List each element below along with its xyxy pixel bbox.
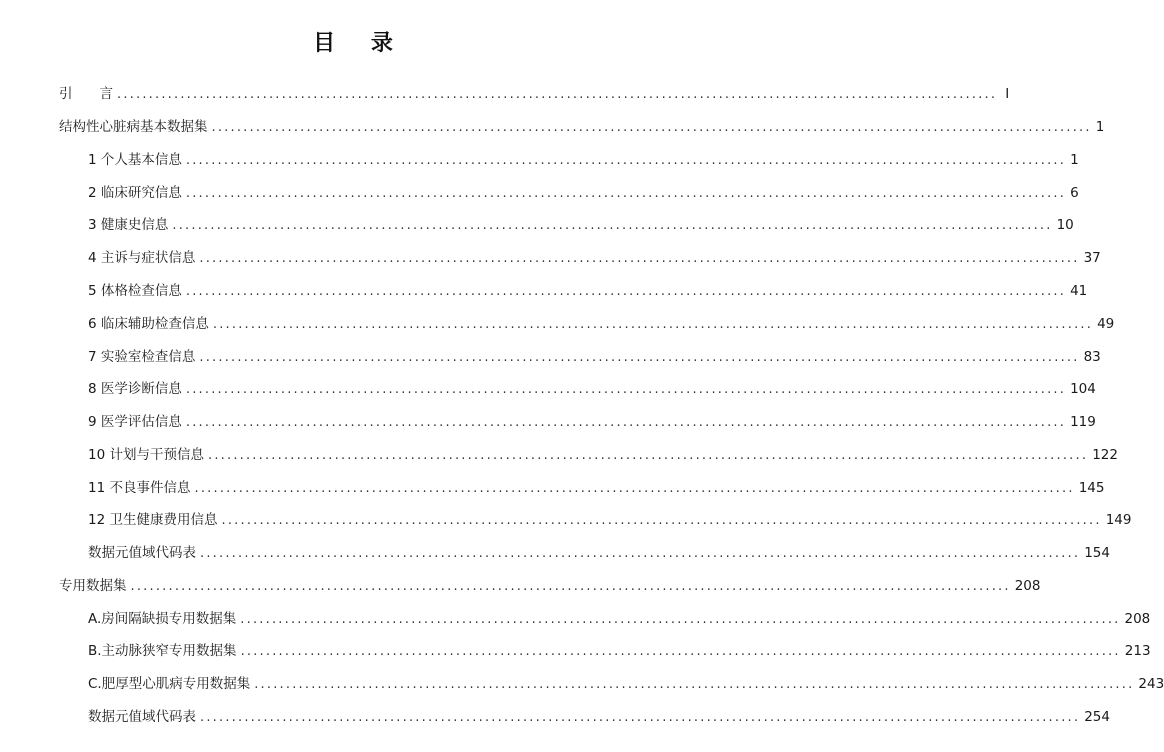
toc-entry-label: 4 主诉与症状信息 xyxy=(88,250,196,267)
toc-entry[interactable] xyxy=(0,701,1110,734)
toc-entry[interactable] xyxy=(0,144,1079,177)
toc-entry[interactable] xyxy=(0,176,1079,209)
toc-page-number: 149 xyxy=(1105,512,1132,529)
toc-page-number: 10 xyxy=(1056,217,1074,234)
toc-leader-dots: ........................................................................................................................................... xyxy=(172,218,1053,234)
toc-leader-dots: ........................................................................................................................................... xyxy=(185,152,1067,168)
toc-entry[interactable] xyxy=(0,406,1096,439)
toc-entry-label: B.主动脉狭窄专用数据集 xyxy=(88,643,237,660)
toc-entry-label: 11 不良事件信息 xyxy=(88,479,191,496)
toc-entry-label: 6 临床辅助检查信息 xyxy=(88,315,209,332)
toc-entry[interactable] xyxy=(0,209,1074,242)
toc-entry[interactable] xyxy=(0,602,1151,635)
toc-entry[interactable] xyxy=(0,635,1151,668)
toc-entry-label: 5 体格检查信息 xyxy=(88,282,182,299)
toc-leader-dots: ........................................................................................................................................... xyxy=(221,513,1102,529)
toc-entry-label: 10 计划与干预信息 xyxy=(88,446,204,463)
toc-leader-dots: ........................................................................................................................................... xyxy=(240,611,1121,627)
toc-leader-dots: ........................................................................................................................................... xyxy=(199,349,1080,365)
toc-leader-dots: ........................................................................................................................................... xyxy=(240,644,1121,660)
toc-entry[interactable] xyxy=(0,373,1096,406)
toc-leader-dots: ........................................................................................................................................... xyxy=(130,578,1011,594)
toc-leader-dots: ........................................................................................................................................... xyxy=(254,677,1135,693)
toc-entry-label: 9 医学评估信息 xyxy=(88,414,182,431)
toc-entry[interactable] xyxy=(0,471,1105,504)
toc-page-number: 243 xyxy=(1138,676,1164,693)
toc-page-number: 1 xyxy=(1095,119,1105,136)
toc-page-number: 213 xyxy=(1124,643,1151,660)
toc-page-number: 208 xyxy=(1124,610,1151,627)
toc-entry[interactable] xyxy=(0,275,1088,308)
toc-entry[interactable] xyxy=(0,438,1118,471)
toc-leader-dots: ........................................................................................................................................... xyxy=(185,283,1067,299)
toc-entry[interactable] xyxy=(0,569,1041,602)
toc-entry-label: 8 医学诊断信息 xyxy=(88,381,182,398)
toc-page-number: 49 xyxy=(1097,315,1115,332)
toc-page-number: 145 xyxy=(1078,479,1105,496)
toc-entry-label: 数据元值域代码表 xyxy=(88,708,196,725)
toc-leader-dots: ........................................................................................................................................... xyxy=(194,480,1075,496)
toc-entry-label: 7 实验室检查信息 xyxy=(88,348,196,365)
toc-entry-label: 数据元值域代码表 xyxy=(88,545,196,562)
toc-leader-dots: ........................................................................................................................................... xyxy=(207,447,1089,463)
toc-entry-label: 引 言 xyxy=(59,86,113,103)
page-title: 目 录 xyxy=(313,31,407,56)
toc-entry[interactable] xyxy=(0,307,1115,340)
toc-leader-dots: ........................................................................................................................................... xyxy=(200,709,1081,725)
toc-entry[interactable] xyxy=(0,242,1101,275)
toc-entry-label: 12 卫生健康费用信息 xyxy=(88,512,218,529)
toc-entry[interactable] xyxy=(0,78,1010,111)
toc-page-number: 6 xyxy=(1070,184,1079,201)
toc-entry[interactable] xyxy=(0,340,1101,373)
toc-entry-label: 2 临床研究信息 xyxy=(88,184,182,201)
toc-page-number: 254 xyxy=(1084,708,1110,725)
toc-leader-dots: ........................................................................................................................................... xyxy=(117,87,998,103)
toc-page-number: 154 xyxy=(1084,545,1110,562)
toc-page-number: 119 xyxy=(1070,414,1096,431)
toc-entry[interactable] xyxy=(0,668,1164,701)
toc-page-number: 83 xyxy=(1083,348,1101,365)
toc-entry[interactable] xyxy=(0,504,1132,537)
toc-entry-label: 结构性心脏病基本数据集 xyxy=(59,119,208,136)
toc-page-number: 104 xyxy=(1070,381,1096,398)
toc-page-number: 1 xyxy=(1070,151,1079,168)
toc-entry-label: 1 个人基本信息 xyxy=(88,151,182,168)
toc-leader-dots: ........................................................................................................................................... xyxy=(211,120,1092,136)
toc-entry-label: A.房间隔缺损专用数据集 xyxy=(88,610,237,627)
toc-page-number: 41 xyxy=(1070,282,1088,299)
toc-leader-dots: ........................................................................................................................................... xyxy=(185,185,1067,201)
toc-page-number: 208 xyxy=(1014,577,1041,594)
toc-entry[interactable] xyxy=(0,111,1105,144)
toc-page-number: I xyxy=(1005,86,1010,103)
toc-entry[interactable] xyxy=(0,537,1110,570)
toc-leader-dots: ........................................................................................................................................... xyxy=(200,546,1081,562)
toc-leader-dots: ........................................................................................................................................... xyxy=(199,251,1080,267)
toc-leader-dots: ........................................................................................................................................... xyxy=(185,382,1067,398)
toc-entry-label: 3 健康史信息 xyxy=(88,217,169,234)
toc-entry-label: 专用数据集 xyxy=(59,577,127,594)
toc-leader-dots: ........................................................................................................................................... xyxy=(185,415,1067,431)
toc-leader-dots: ........................................................................................................................................... xyxy=(212,316,1094,332)
table-of-contents xyxy=(0,78,1164,733)
toc-page-number: 37 xyxy=(1083,250,1101,267)
toc-entry-label: C.肥厚型心肌病专用数据集 xyxy=(88,676,251,693)
toc-page-number: 122 xyxy=(1092,446,1118,463)
